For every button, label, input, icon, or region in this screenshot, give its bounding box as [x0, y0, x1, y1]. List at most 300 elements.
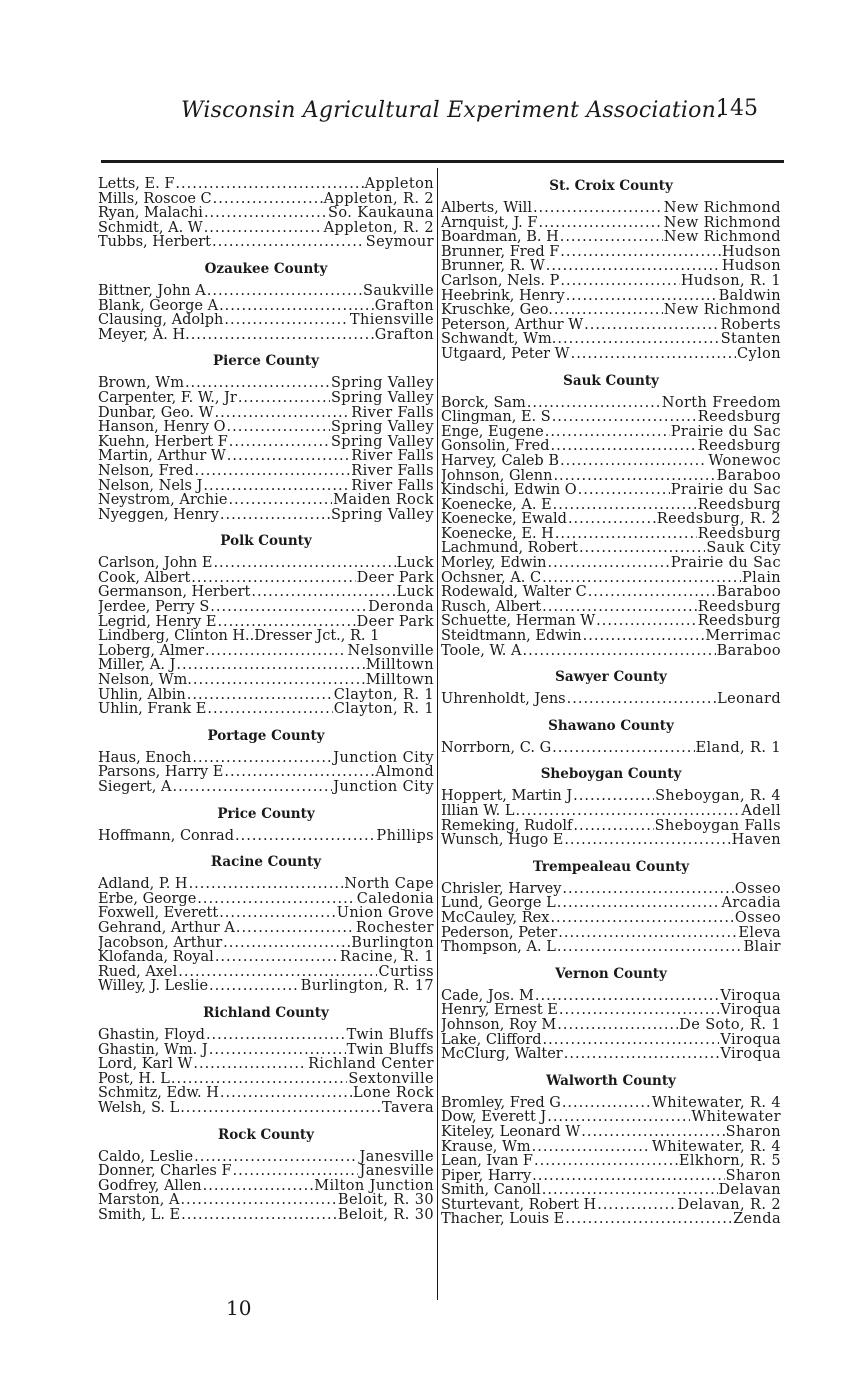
dot-leader — [215, 950, 339, 965]
member-entry — [441, 425, 781, 440]
member-name: Bromley, Fred G — [441, 1095, 561, 1111]
member-entry — [441, 1183, 781, 1198]
member-name: Ghastin, Floyd — [98, 1027, 205, 1043]
member-location: Appleton, R. 2 — [323, 191, 434, 207]
member-entry — [441, 332, 781, 347]
dot-leader — [171, 1072, 347, 1087]
member-entry — [98, 965, 434, 980]
member-name: Kindschi, Edwin O — [441, 483, 577, 498]
member-location: De Soto, R. 1 — [679, 1017, 781, 1033]
member-location: Merrimac — [705, 629, 781, 644]
member-entry — [441, 527, 781, 542]
member-entry — [441, 396, 781, 411]
dot-leader — [187, 688, 333, 703]
dot-leader — [564, 833, 730, 848]
member-entry — [441, 804, 781, 819]
dot-leader — [532, 1140, 651, 1155]
member-entry — [98, 936, 434, 951]
member-entry — [441, 289, 781, 304]
county-heading: Trempealeau County — [532, 858, 690, 875]
member-location: Richland Center — [308, 1057, 434, 1072]
member-location: Prairie du Sac — [670, 424, 781, 440]
member-name: Ryan, Malachi — [98, 206, 203, 221]
member-entry — [441, 303, 781, 318]
member-entry — [441, 989, 781, 1004]
member-location: Beloit, R. 30 — [337, 1193, 434, 1208]
header-rule — [101, 160, 784, 163]
column-divider — [437, 168, 438, 1300]
member-name: Blank, George A — [98, 298, 219, 314]
member-entry — [441, 926, 781, 941]
member-location: Deronda — [368, 600, 434, 615]
member-entry — [441, 347, 781, 362]
dot-leader — [545, 425, 670, 440]
member-name: Lund, George L — [441, 896, 556, 911]
member-entry — [98, 892, 434, 907]
member-entry — [98, 177, 434, 192]
member-name: Norrborn, C. G — [441, 740, 552, 756]
member-entry — [98, 702, 434, 717]
dot-leader — [583, 629, 705, 644]
member-entry — [98, 629, 434, 644]
dot-leader — [209, 1043, 346, 1058]
member-name: Heebrink, Henry — [441, 288, 565, 304]
member-entry — [98, 1150, 434, 1165]
county-section — [98, 727, 434, 795]
dot-leader — [557, 940, 743, 955]
member-location: Delavan, R. 2 — [677, 1197, 781, 1213]
member-location: Hudson — [721, 259, 781, 274]
member-entry — [98, 508, 434, 523]
dot-leader — [547, 556, 669, 571]
dot-leader — [527, 396, 661, 411]
member-entry — [98, 688, 434, 703]
member-location: Cylon — [737, 346, 781, 362]
member-entry — [98, 192, 434, 207]
member-location: Twin Bluffs — [346, 1042, 434, 1058]
dot-leader — [228, 493, 332, 508]
member-location: Thiensville — [349, 313, 434, 328]
dot-leader — [223, 936, 350, 951]
member-location: Appleton — [364, 177, 434, 192]
member-name: McClurg, Walter — [441, 1047, 563, 1062]
member-entry — [98, 235, 434, 250]
member-name: Johnson, Roy M — [441, 1017, 557, 1033]
member-entry — [441, 1096, 781, 1111]
member-location: Sheboygan, R. 4 — [655, 789, 781, 804]
member-name: Toole, W. A — [441, 643, 522, 659]
dot-leader — [206, 1028, 346, 1043]
dot-leader — [193, 673, 365, 688]
member-entry — [441, 512, 781, 527]
county-section — [441, 858, 781, 955]
member-location: New Richmond — [663, 303, 781, 318]
dot-leader — [557, 1018, 678, 1033]
dot-leader — [185, 376, 330, 391]
member-name: Carlson, Nels. P — [441, 273, 560, 289]
member-location: Elkhorn, R. 5 — [678, 1154, 781, 1169]
member-location: River Falls — [351, 405, 434, 421]
dot-leader — [588, 585, 716, 600]
member-entry — [98, 206, 434, 221]
member-entry — [98, 464, 434, 479]
member-name: Smith, Canoll — [441, 1183, 541, 1198]
member-name: Kruschke, Geo. — [441, 303, 553, 318]
member-name: Utgaard, Peter W — [441, 346, 570, 362]
member-entry — [441, 410, 781, 425]
member-name: Lord, Karl W — [98, 1057, 193, 1072]
member-entry — [98, 299, 434, 314]
member-location: Burlington, R. 17 — [300, 979, 434, 994]
member-entry — [441, 692, 781, 707]
member-location: Roberts — [720, 317, 781, 333]
member-name: Letts, E. F — [98, 177, 175, 192]
dot-leader — [207, 702, 332, 717]
dot-leader — [542, 600, 697, 615]
member-entry — [441, 201, 781, 216]
dot-leader — [203, 1179, 314, 1194]
dot-leader — [538, 216, 662, 231]
member-location: Rochester — [355, 920, 434, 936]
member-entry — [441, 541, 781, 556]
member-entry — [98, 600, 434, 615]
member-location: Junction City — [333, 780, 434, 795]
dot-leader — [546, 259, 721, 274]
dot-leader — [197, 892, 356, 907]
member-location: Viroqua — [720, 1032, 781, 1048]
left-column — [98, 175, 434, 1232]
dot-leader — [224, 313, 349, 328]
member-location: Viroqua — [720, 1047, 781, 1062]
county-section — [98, 260, 434, 342]
dot-leader — [557, 332, 719, 347]
member-entry — [98, 1043, 434, 1058]
member-entry — [98, 1086, 434, 1101]
member-location: Baraboo — [716, 585, 781, 600]
member-location: Haven — [731, 833, 781, 848]
member-name: Sturtevant, Robert H — [441, 1197, 597, 1213]
county-heading: St. Croix County — [549, 178, 673, 194]
member-location: Phillips — [376, 828, 434, 844]
member-location: Viroqua — [720, 1003, 781, 1018]
member-location: Arcadia — [721, 896, 781, 911]
member-location: Spring Valley — [330, 390, 434, 406]
member-location: Zenda — [733, 1212, 781, 1228]
dot-leader — [554, 303, 663, 318]
member-name: Hanson, Henry O — [98, 420, 226, 435]
county-heading: Polk County — [220, 533, 312, 550]
county-heading: Sawyer County — [555, 669, 667, 686]
county-heading: Racine County — [210, 854, 322, 871]
member-name: Boardman, B. H — [441, 230, 559, 245]
member-location: Milltown — [365, 658, 434, 674]
member-entry — [441, 789, 781, 804]
member-name: Thompson, A. L — [441, 940, 556, 955]
dot-leader — [191, 571, 355, 586]
member-location: Milton Junction — [314, 1178, 434, 1194]
member-name: Remeking, Rudolf — [441, 818, 573, 834]
member-location: Twin Bluffs — [346, 1027, 434, 1043]
dot-leader — [568, 512, 656, 527]
member-entry — [441, 741, 781, 756]
member-name: Mills, Roscoe C — [98, 191, 212, 207]
member-name: Alberts, Will — [441, 201, 532, 216]
dot-leader — [560, 245, 721, 260]
member-name: Erbe, George — [98, 891, 197, 907]
dot-leader — [235, 829, 375, 844]
county-section — [441, 668, 781, 707]
member-location: North Cape — [344, 877, 434, 892]
dot-leader — [227, 420, 330, 435]
member-name: Smith, L. E — [98, 1207, 181, 1223]
member-location: Prairie du Sac — [670, 556, 781, 571]
running-title: Wisconsin Agricultural Experiment Association. — [181, 98, 724, 123]
county-heading: Portage County — [207, 727, 325, 744]
member-name: Brunner, Fred F — [441, 244, 560, 260]
dot-leader — [523, 644, 716, 659]
dot-leader — [573, 819, 653, 834]
dot-leader — [219, 906, 336, 921]
member-name: Parsons, Harry E — [98, 765, 224, 780]
member-name: Dow, Everett J — [441, 1110, 547, 1125]
dot-leader — [535, 989, 720, 1004]
dot-leader — [552, 741, 694, 756]
member-name: Nelson, Fred — [98, 463, 194, 479]
member-location: Union Grove — [336, 906, 434, 921]
member-entry — [98, 571, 434, 586]
member-location: Hudson — [721, 244, 781, 260]
member-entry — [98, 1072, 434, 1087]
dot-leader — [213, 556, 395, 571]
county-section — [98, 1126, 434, 1223]
member-location: River Falls — [351, 463, 434, 479]
county-heading: Vernon County — [555, 965, 667, 982]
member-name: Lake, Clifford — [441, 1032, 542, 1048]
member-entry — [98, 780, 434, 795]
member-location: Sauk City — [706, 541, 781, 557]
member-location: Sharon — [725, 1168, 781, 1184]
member-location: Spring Valley — [330, 420, 434, 435]
member-entry — [98, 1193, 434, 1208]
member-entry — [98, 585, 434, 600]
member-entry — [441, 1212, 781, 1227]
member-entry — [98, 221, 434, 236]
county-section — [441, 1072, 781, 1227]
member-location: Osseo — [734, 881, 781, 897]
dot-leader — [552, 410, 697, 425]
member-name: Schmitz, Edw. H — [98, 1086, 219, 1101]
member-entry — [98, 906, 434, 921]
dot-leader — [212, 235, 365, 250]
member-name: Enge, Eugene — [441, 424, 544, 440]
member-name: Clausing, Adolph — [98, 313, 224, 328]
member-location: Spring Valley — [330, 434, 434, 450]
member-name: Schuette, Herman W — [441, 614, 596, 630]
member-entry — [441, 1033, 781, 1048]
dot-leader — [203, 479, 350, 494]
member-entry — [98, 420, 434, 435]
member-name: Koenecke, Ewald — [441, 512, 567, 527]
member-location: Reedsburg — [697, 497, 781, 513]
dot-leader — [562, 1096, 651, 1111]
member-entry — [98, 1057, 434, 1072]
member-name: Rued, Axel — [98, 964, 178, 980]
dot-leader — [204, 221, 323, 236]
dot-leader — [217, 615, 355, 630]
dot-leader — [192, 751, 332, 766]
member-entry — [441, 259, 781, 274]
county-section — [441, 765, 781, 847]
dot-leader — [172, 780, 332, 795]
member-entry — [441, 216, 781, 231]
dot-leader — [236, 921, 355, 936]
dot-leader — [181, 1208, 337, 1223]
member-location: Adell — [741, 804, 781, 819]
member-entry — [98, 1028, 434, 1043]
page-number: 145 — [716, 96, 758, 121]
dot-leader — [567, 692, 716, 707]
member-name: Germanson, Herbert — [98, 585, 251, 601]
dot-leader — [553, 498, 697, 513]
member-location: Reedsburg — [697, 439, 781, 454]
dot-leader — [581, 1125, 724, 1140]
member-name: Lindberg, Clinton H..Dresser Jct., R. 1 — [98, 629, 380, 644]
member-name: Cade, Jos. M — [441, 988, 534, 1004]
dot-leader — [578, 483, 670, 498]
member-entry — [441, 882, 781, 897]
member-entry — [441, 1169, 781, 1184]
member-location: Baraboo — [716, 468, 781, 484]
member-entry — [98, 449, 434, 464]
dot-leader — [220, 508, 330, 523]
county-section — [98, 1004, 434, 1116]
member-name: Peterson, Arthur W — [441, 317, 584, 333]
county-section — [98, 805, 434, 844]
member-entry — [441, 940, 781, 955]
dot-leader — [560, 454, 707, 469]
dot-leader — [251, 585, 395, 600]
member-location: Prairie du Sac — [670, 483, 781, 498]
member-location: Whitewater, R. 4 — [651, 1095, 781, 1111]
member-entry — [441, 439, 781, 454]
member-entry — [98, 921, 434, 936]
member-name: Adland, P. H — [98, 877, 188, 892]
dot-leader — [180, 1101, 381, 1116]
member-name: Carlson, John E — [98, 556, 213, 571]
dot-leader — [566, 289, 718, 304]
member-name: Klofanda, Royal — [98, 950, 214, 965]
dot-leader — [194, 1150, 358, 1165]
member-location: Baldwin — [718, 288, 781, 304]
member-location: New Richmond — [663, 230, 781, 245]
member-name: Miller, A. J — [98, 658, 176, 674]
county-section — [98, 853, 434, 994]
dot-leader — [584, 318, 719, 333]
dot-leader — [555, 527, 697, 542]
member-entry — [98, 435, 434, 450]
member-location: Reedsburg — [697, 614, 781, 630]
member-entry — [98, 765, 434, 780]
member-entry — [441, 819, 781, 834]
county-section — [98, 352, 434, 522]
dot-leader — [193, 1057, 307, 1072]
member-name: Chrisler, Harvey — [441, 881, 562, 897]
member-name: Loberg, Almer — [98, 643, 205, 659]
county-heading: Sauk County — [563, 372, 659, 389]
member-location: Plain — [741, 570, 781, 586]
member-location: Wonewoc — [708, 453, 781, 469]
dot-leader — [557, 896, 721, 911]
member-location: Curtiss — [378, 964, 434, 980]
member-location: Seymour — [365, 235, 434, 250]
member-name: Kuehn, Herbert F — [98, 434, 228, 450]
county-heading: Walworth County — [546, 1072, 676, 1089]
member-entry — [441, 1003, 781, 1018]
dot-leader — [550, 911, 733, 926]
member-entry — [441, 1110, 781, 1125]
county-section — [441, 717, 781, 756]
member-location: River Falls — [351, 449, 434, 464]
member-location: Deer Park — [356, 570, 434, 586]
member-name: Uhlin, Frank E — [98, 702, 207, 717]
member-location: Luck — [396, 585, 434, 601]
county-heading: Richland County — [203, 1004, 329, 1021]
member-entry — [441, 483, 781, 498]
page-header — [0, 96, 867, 130]
dot-leader — [224, 765, 374, 780]
member-name: Arnquist, J. F — [441, 215, 538, 231]
member-name: Lean, Ivan F — [441, 1154, 533, 1169]
member-name: Meyer, A. H. — [98, 327, 190, 343]
member-name: Illian W. L — [441, 804, 515, 819]
county-section — [441, 965, 781, 1062]
member-entry — [98, 615, 434, 630]
dot-leader — [180, 1193, 336, 1208]
member-entry — [441, 318, 781, 333]
member-location: Sextonville — [348, 1071, 434, 1087]
member-name: Brunner, R. W — [441, 259, 545, 274]
member-name: Thacher, Louis E — [441, 1212, 565, 1228]
member-name: Schwandt, Wm. — [441, 332, 557, 347]
dot-leader — [205, 644, 346, 659]
dot-leader — [559, 1003, 720, 1018]
member-entry — [98, 328, 434, 343]
member-entry — [98, 1101, 434, 1116]
member-entry — [441, 585, 781, 600]
member-location: Viroqua — [720, 988, 781, 1004]
county-heading: Ozaukee County — [204, 260, 328, 277]
dot-leader — [573, 789, 654, 804]
member-name: Martin, Arthur W — [98, 449, 226, 464]
member-entry — [98, 556, 434, 571]
member-entry — [441, 498, 781, 513]
member-location: Grafton — [374, 298, 434, 314]
member-name: Johnson, Glenn — [441, 468, 553, 484]
dot-leader — [219, 299, 374, 314]
member-name: Bittner, John A — [98, 283, 206, 299]
member-name: Hoffmann, Conrad — [98, 828, 234, 844]
member-entry — [441, 1154, 781, 1169]
member-entry — [441, 245, 781, 260]
member-location: Spring Valley — [330, 507, 434, 523]
member-entry — [441, 1047, 781, 1062]
dot-leader — [533, 201, 663, 216]
member-location: Clayton, R. 1 — [333, 687, 434, 703]
member-entry — [441, 1125, 781, 1140]
county-section — [98, 532, 434, 717]
member-name: Jacobson, Arthur — [98, 935, 223, 951]
member-location: Reedsburg — [697, 526, 781, 542]
